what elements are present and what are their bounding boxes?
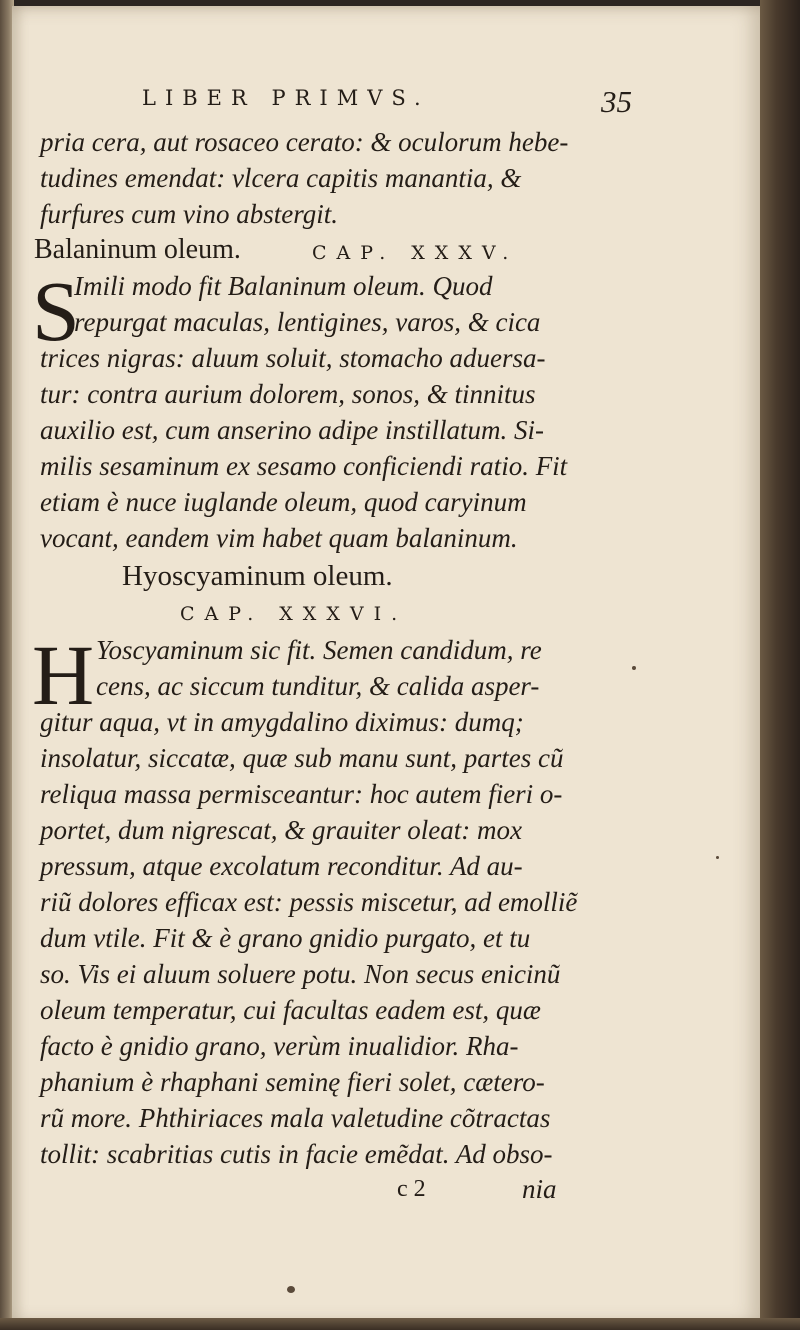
text-line: riũ dolores efficax est: pessis miscetur, ad emolliẽ — [40, 887, 578, 917]
text-line: cens, ac siccum tunditur, & calida asper- — [96, 671, 540, 701]
text-line: tollit: scabritias cutis in facie emẽdat. Ad obso- — [40, 1139, 553, 1169]
signature-mark: c 2 — [397, 1176, 426, 1202]
chapter-title: Balaninum oleum. — [34, 234, 241, 265]
text-line: reliqua massa permisceantur: hoc autem fieri o- — [40, 779, 563, 809]
text-line: tur: contra aurium dolorem, sonos, & tinnitus — [40, 379, 536, 409]
text-line: so. Vis ei aluum soluere potu. Non secus enicinũ — [40, 959, 561, 989]
text-line: oleum temperatur, cui facultas eadem est, quæ — [40, 995, 541, 1025]
text-line: etiam è nuce iuglande oleum, quod caryinum — [40, 487, 527, 517]
text-line: gitur aqua, vt in amygdalino diximus: dumq; — [40, 707, 524, 737]
catchword: nia — [522, 1174, 557, 1204]
text-line: pressum, atque excolatum reconditur. Ad au- — [40, 851, 523, 881]
text-line: Imili modo fit Balaninum oleum. Quod — [74, 271, 493, 301]
page-number: 35 — [601, 84, 632, 119]
text-line: furfures cum vino abstergit. — [40, 199, 338, 229]
text-line: trices nigras: aluum soluit, stomacho aduersa- — [40, 343, 546, 373]
chapter-title: Hyoscyaminum oleum. — [122, 560, 393, 592]
text-line: auxilio est, cum anserino adipe instillatum. Si- — [40, 415, 544, 445]
text-line: portet, dum nigrescat, & grauiter oleat: mox — [40, 815, 522, 845]
text-line: phanium è rhaphani seminę fieri solet, cætero- — [40, 1067, 545, 1097]
drop-capital: S — [32, 263, 80, 359]
text-line: Yoscyaminum sic fit. Semen candidum, re — [96, 635, 542, 665]
text-line: facto è gnidio grano, verùm inualidior. Rha- — [40, 1031, 519, 1061]
text-line: insolatur, siccatæ, quæ sub manu sunt, partes cũ — [40, 743, 564, 773]
page-edges — [760, 0, 800, 1330]
text-line: tudines emendat: vlcera capitis manantia, & — [40, 163, 522, 193]
text-line: vocant, eandem vim habet quam balaninum. — [40, 523, 518, 553]
paper-speck — [716, 856, 719, 859]
text-line: dum vtile. Fit & è grano gnidio purgato, et tu — [40, 923, 531, 953]
bottom-edge — [0, 1318, 800, 1330]
chapter-number: CAP. XXXV. — [312, 242, 519, 264]
paper-speck — [287, 1286, 295, 1293]
text-line: repurgat maculas, lentigines, varos, & cica — [74, 307, 541, 337]
text-line: milis sesaminum ex sesamo conficiendi ratio. Fit — [40, 451, 568, 481]
book-page — [12, 6, 762, 1324]
running-head: LIBER PRIMVS. — [142, 86, 430, 110]
text-line: rũ more. Phthiriaces mala valetudine cõtractas — [40, 1103, 551, 1133]
paper-speck — [632, 666, 636, 670]
page-header — [142, 84, 632, 120]
drop-capital: H — [32, 627, 95, 723]
chapter-number: CAP. XXXVI. — [180, 603, 408, 625]
text-line: pria cera, aut rosaceo cerato: & oculorum hebe- — [40, 127, 569, 157]
